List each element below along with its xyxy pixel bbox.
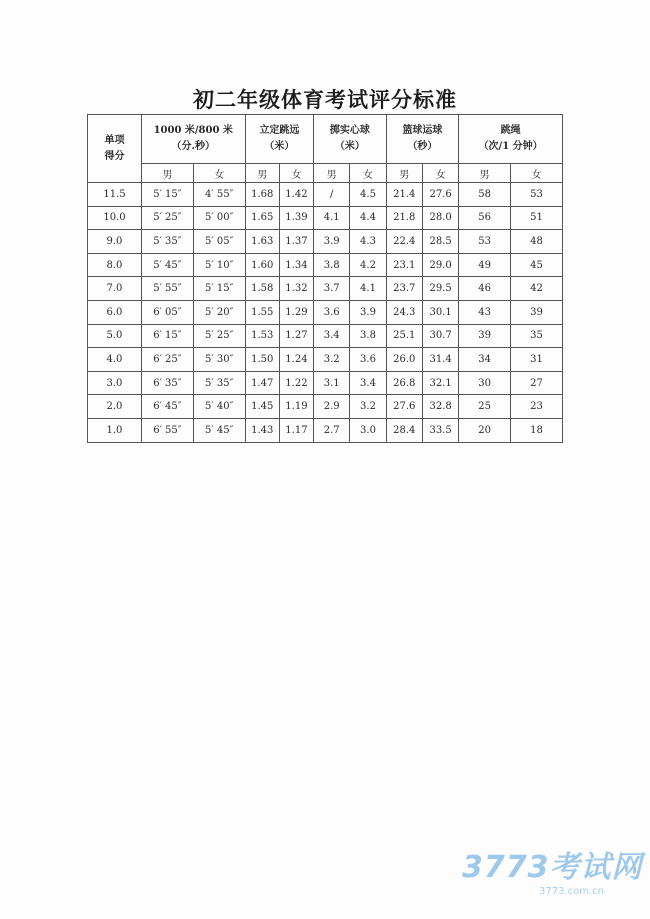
gender-female: 女 bbox=[193, 164, 245, 183]
cell-jump-male: 1.43 bbox=[245, 418, 279, 442]
cell-ball-female: 4.5 bbox=[350, 183, 386, 207]
cell-basketball-male: 26.0 bbox=[386, 348, 422, 372]
cell-score: 4.0 bbox=[88, 348, 142, 372]
gender-male: 男 bbox=[314, 164, 350, 183]
cell-run-female: 5′ 05″ bbox=[193, 230, 245, 254]
cell-jump-female: 1.19 bbox=[279, 395, 313, 419]
cell-jump-male: 1.53 bbox=[245, 324, 279, 348]
cell-basketball-female: 30.1 bbox=[422, 300, 458, 324]
cell-jump-female: 1.32 bbox=[279, 277, 313, 301]
cell-ball-female: 4.4 bbox=[350, 206, 386, 230]
cell-ball-male: / bbox=[314, 183, 350, 207]
header-score-label: 单项 得分 bbox=[104, 134, 125, 162]
cell-ball-female: 4.2 bbox=[350, 253, 386, 277]
cell-basketball-male: 27.6 bbox=[386, 395, 422, 419]
cell-run-male: 5′ 15″ bbox=[141, 183, 193, 207]
cell-run-female: 4′ 55″ bbox=[193, 183, 245, 207]
cell-score: 6.0 bbox=[88, 300, 142, 324]
cell-jump-male: 1.50 bbox=[245, 348, 279, 372]
gender-female: 女 bbox=[350, 164, 386, 183]
cell-rope-female: 42 bbox=[511, 277, 563, 301]
gender-female: 女 bbox=[422, 164, 458, 183]
table-row bbox=[88, 230, 563, 254]
cell-jump-female: 1.24 bbox=[279, 348, 313, 372]
watermark-url: 3773.com.cn bbox=[539, 886, 604, 897]
cell-run-female: 5′ 45″ bbox=[193, 418, 245, 442]
cell-ball-female: 3.2 bbox=[350, 395, 386, 419]
cell-rope-male: 58 bbox=[459, 183, 511, 207]
gender-male: 男 bbox=[245, 164, 279, 183]
cell-run-male: 6′ 15″ bbox=[141, 324, 193, 348]
cell-jump-female: 1.29 bbox=[279, 300, 313, 324]
cell-jump-female: 1.42 bbox=[279, 183, 313, 207]
cell-basketball-female: 28.5 bbox=[422, 230, 458, 254]
cell-score: 3.0 bbox=[88, 371, 142, 395]
cell-run-female: 5′ 15″ bbox=[193, 277, 245, 301]
cell-score: 11.5 bbox=[88, 183, 142, 207]
cell-rope-female: 27 bbox=[511, 371, 563, 395]
table-row bbox=[88, 348, 563, 372]
table-row bbox=[88, 300, 563, 324]
cell-rope-male: 30 bbox=[459, 371, 511, 395]
cell-basketball-female: 30.7 bbox=[422, 324, 458, 348]
cell-jump-male: 1.68 bbox=[245, 183, 279, 207]
cell-run-male: 6′ 45″ bbox=[141, 395, 193, 419]
cell-run-male: 6′ 55″ bbox=[141, 418, 193, 442]
cell-rope-female: 51 bbox=[511, 206, 563, 230]
table-row bbox=[88, 395, 563, 419]
watermark-logo: 3773考试网 bbox=[462, 850, 643, 885]
header-run bbox=[141, 115, 245, 164]
header-basketball-dribble bbox=[386, 115, 459, 164]
cell-basketball-male: 21.8 bbox=[386, 206, 422, 230]
cell-ball-male: 3.2 bbox=[314, 348, 350, 372]
cell-basketball-male: 22.4 bbox=[386, 230, 422, 254]
cell-jump-female: 1.17 bbox=[279, 418, 313, 442]
cell-jump-male: 1.45 bbox=[245, 395, 279, 419]
header-score bbox=[88, 115, 142, 183]
cell-run-male: 5′ 55″ bbox=[141, 277, 193, 301]
cell-run-male: 6′ 35″ bbox=[141, 371, 193, 395]
cell-jump-female: 1.27 bbox=[279, 324, 313, 348]
cell-basketball-male: 25.1 bbox=[386, 324, 422, 348]
cell-ball-male: 2.7 bbox=[314, 418, 350, 442]
cell-basketball-male: 23.7 bbox=[386, 277, 422, 301]
cell-ball-female: 4.3 bbox=[350, 230, 386, 254]
cell-basketball-female: 31.4 bbox=[422, 348, 458, 372]
cell-run-female: 5′ 20″ bbox=[193, 300, 245, 324]
cell-ball-male: 3.4 bbox=[314, 324, 350, 348]
gender-male: 男 bbox=[141, 164, 193, 183]
cell-basketball-female: 28.0 bbox=[422, 206, 458, 230]
header-jump-label: 立定跳远 （米） bbox=[259, 125, 300, 152]
cell-rope-female: 39 bbox=[511, 300, 563, 324]
cell-basketball-female: 29.5 bbox=[422, 277, 458, 301]
cell-jump-male: 1.58 bbox=[245, 277, 279, 301]
header-basketball-label: 篮球运球 （秒） bbox=[402, 125, 443, 152]
table-row bbox=[88, 324, 563, 348]
cell-score: 1.0 bbox=[88, 418, 142, 442]
cell-basketball-female: 32.8 bbox=[422, 395, 458, 419]
cell-score: 8.0 bbox=[88, 253, 142, 277]
cell-run-female: 5′ 25″ bbox=[193, 324, 245, 348]
cell-run-male: 6′ 25″ bbox=[141, 348, 193, 372]
cell-score: 7.0 bbox=[88, 277, 142, 301]
cell-basketball-male: 23.1 bbox=[386, 253, 422, 277]
cell-run-male: 6′ 05″ bbox=[141, 300, 193, 324]
table-row bbox=[88, 253, 563, 277]
cell-rope-male: 49 bbox=[459, 253, 511, 277]
table-body bbox=[88, 183, 563, 443]
cell-rope-male: 34 bbox=[459, 348, 511, 372]
gender-male: 男 bbox=[386, 164, 422, 183]
header-standing-jump bbox=[245, 115, 313, 164]
cell-ball-male: 3.1 bbox=[314, 371, 350, 395]
cell-ball-female: 3.4 bbox=[350, 371, 386, 395]
cell-rope-male: 25 bbox=[459, 395, 511, 419]
cell-run-female: 5′ 35″ bbox=[193, 371, 245, 395]
cell-run-male: 5′ 25″ bbox=[141, 206, 193, 230]
header-row-groups bbox=[88, 115, 563, 164]
gender-male: 男 bbox=[459, 164, 511, 183]
cell-run-female: 5′ 30″ bbox=[193, 348, 245, 372]
header-rope-label: 跳绳 （次/1 分钟） bbox=[478, 125, 543, 152]
scoring-standards-table bbox=[87, 114, 563, 443]
page-title: 初二年级体育考试评分标准 bbox=[193, 87, 457, 112]
cell-rope-female: 48 bbox=[511, 230, 563, 254]
cell-ball-male: 3.9 bbox=[314, 230, 350, 254]
cell-ball-male: 3.7 bbox=[314, 277, 350, 301]
header-rope-skipping bbox=[459, 115, 563, 164]
cell-rope-female: 45 bbox=[511, 253, 563, 277]
header-row-gender bbox=[88, 164, 563, 183]
watermark bbox=[462, 850, 643, 902]
table-row bbox=[88, 418, 563, 442]
cell-rope-male: 43 bbox=[459, 300, 511, 324]
cell-rope-female: 35 bbox=[511, 324, 563, 348]
cell-ball-female: 4.1 bbox=[350, 277, 386, 301]
cell-jump-female: 1.39 bbox=[279, 206, 313, 230]
gender-female: 女 bbox=[279, 164, 313, 183]
cell-rope-female: 18 bbox=[511, 418, 563, 442]
cell-rope-female: 23 bbox=[511, 395, 563, 419]
cell-basketball-female: 32.1 bbox=[422, 371, 458, 395]
header-medicine-ball bbox=[314, 115, 387, 164]
cell-basketball-male: 24.3 bbox=[386, 300, 422, 324]
cell-ball-female: 3.9 bbox=[350, 300, 386, 324]
table-row bbox=[88, 206, 563, 230]
header-ball-label: 掷实心球 （米） bbox=[329, 125, 370, 152]
cell-rope-female: 53 bbox=[511, 183, 563, 207]
gender-female: 女 bbox=[511, 164, 563, 183]
cell-ball-male: 3.6 bbox=[314, 300, 350, 324]
cell-basketball-male: 21.4 bbox=[386, 183, 422, 207]
cell-rope-male: 46 bbox=[459, 277, 511, 301]
cell-jump-male: 1.65 bbox=[245, 206, 279, 230]
cell-jump-female: 1.37 bbox=[279, 230, 313, 254]
cell-rope-male: 39 bbox=[459, 324, 511, 348]
cell-score: 9.0 bbox=[88, 230, 142, 254]
cell-basketball-male: 26.8 bbox=[386, 371, 422, 395]
cell-jump-female: 1.34 bbox=[279, 253, 313, 277]
cell-ball-male: 4.1 bbox=[314, 206, 350, 230]
cell-basketball-male: 28.4 bbox=[386, 418, 422, 442]
cell-run-female: 5′ 00″ bbox=[193, 206, 245, 230]
cell-ball-female: 3.0 bbox=[350, 418, 386, 442]
cell-score: 5.0 bbox=[88, 324, 142, 348]
table-row bbox=[88, 183, 563, 207]
cell-score: 2.0 bbox=[88, 395, 142, 419]
cell-jump-male: 1.55 bbox=[245, 300, 279, 324]
cell-run-male: 5′ 35″ bbox=[141, 230, 193, 254]
cell-ball-male: 2.9 bbox=[314, 395, 350, 419]
cell-run-male: 5′ 45″ bbox=[141, 253, 193, 277]
cell-basketball-female: 29.0 bbox=[422, 253, 458, 277]
cell-rope-male: 53 bbox=[459, 230, 511, 254]
header-run-label: 1000 米/800 米 （分.秒） bbox=[153, 125, 233, 152]
cell-rope-female: 31 bbox=[511, 348, 563, 372]
cell-basketball-female: 33.5 bbox=[422, 418, 458, 442]
cell-run-female: 5′ 40″ bbox=[193, 395, 245, 419]
cell-jump-male: 1.60 bbox=[245, 253, 279, 277]
cell-ball-male: 3.8 bbox=[314, 253, 350, 277]
cell-rope-male: 20 bbox=[459, 418, 511, 442]
cell-jump-female: 1.22 bbox=[279, 371, 313, 395]
cell-jump-male: 1.63 bbox=[245, 230, 279, 254]
cell-ball-female: 3.6 bbox=[350, 348, 386, 372]
cell-score: 10.0 bbox=[88, 206, 142, 230]
cell-ball-female: 3.8 bbox=[350, 324, 386, 348]
cell-jump-male: 1.47 bbox=[245, 371, 279, 395]
cell-basketball-female: 27.6 bbox=[422, 183, 458, 207]
cell-run-female: 5′ 10″ bbox=[193, 253, 245, 277]
cell-rope-male: 56 bbox=[459, 206, 511, 230]
table-row bbox=[88, 371, 563, 395]
table-row bbox=[88, 277, 563, 301]
